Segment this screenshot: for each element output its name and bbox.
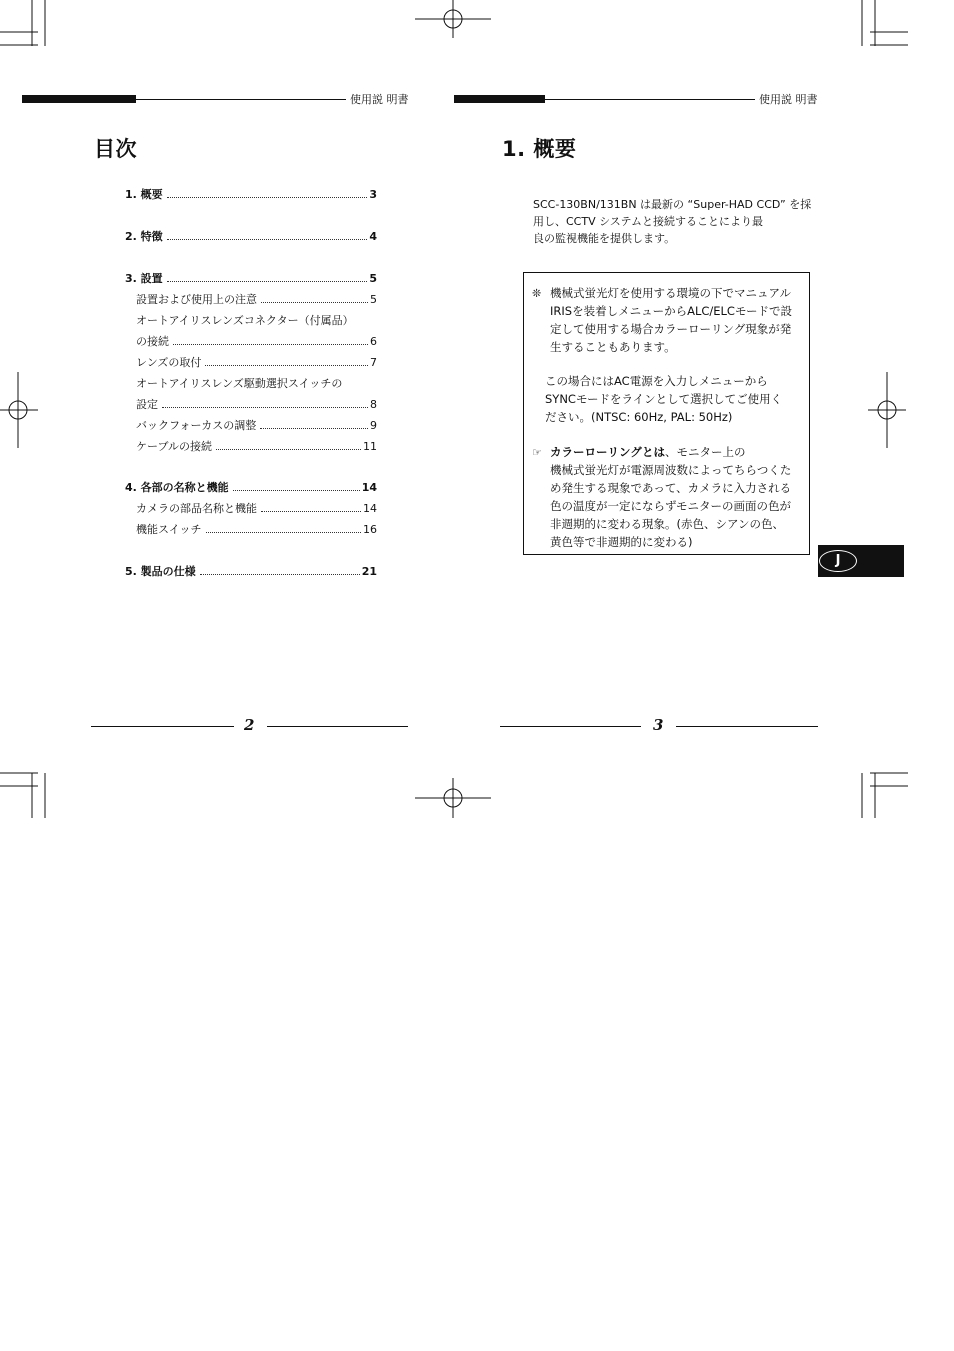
toc-entry[interactable]: カメラの部品名称と機能 14	[136, 502, 377, 515]
toc-entry-line: オートアイリスレンズコネクター（付属品）	[136, 314, 354, 327]
page-title-right: 1. 概要	[502, 137, 577, 161]
toc-entry[interactable]: 設定 8	[136, 398, 377, 411]
toc-entry[interactable]: の接続 6	[136, 335, 377, 348]
toc-entry[interactable]: 機能スイッチ 16	[136, 523, 377, 536]
language-tab-letter: J	[835, 553, 841, 568]
toc-entry[interactable]: レンズの取付 7	[136, 356, 377, 369]
toc-entry[interactable]: 4. 各部の名称と機能 14	[125, 481, 377, 494]
footer-rule-left-b	[267, 726, 408, 727]
toc-entry-line: オートアイリスレンズ駆動選択スイッチの	[136, 377, 343, 390]
footer-rule-left-a	[91, 726, 234, 727]
page-number-left: 2	[244, 716, 255, 734]
asterisk-icon: ❊	[532, 287, 542, 300]
toc-entry[interactable]: 3. 設置 5	[125, 272, 377, 285]
note-lead: カラーローリングとは、モニター上の	[550, 445, 746, 459]
pointing-hand-icon: ☞	[532, 446, 542, 459]
toc-entry[interactable]: バックフォーカスの調整 9	[136, 419, 377, 432]
footer-rule-right-b	[676, 726, 818, 727]
header-label-left: 使用説 明書	[350, 93, 409, 106]
intro-paragraph: SCC-130BN/131BN は最新の “Super-HAD CCD” を採 用し、CCTV システムと接続することにより最 良の監視機能を提供します。	[533, 198, 812, 245]
header-rule-left	[136, 99, 346, 100]
header-bar-thick-left	[22, 95, 136, 103]
page-title-left: 目次	[94, 137, 137, 161]
toc-entry[interactable]: ケーブルの接続 11	[136, 440, 377, 453]
header-label-right: 使用説 明書	[759, 93, 818, 106]
footer-rule-right-a	[500, 726, 641, 727]
header-bar-thick-right	[454, 95, 545, 103]
toc-entry[interactable]: 設置および使用上の注意 5	[136, 293, 377, 306]
toc-entry[interactable]: 5. 製品の仕様 21	[125, 565, 377, 578]
header-rule-right	[545, 99, 755, 100]
toc-entry[interactable]: 1. 概要 3	[125, 188, 377, 201]
page-number-right: 3	[653, 716, 664, 734]
toc-entry[interactable]: 2. 特徴 4	[125, 230, 377, 243]
